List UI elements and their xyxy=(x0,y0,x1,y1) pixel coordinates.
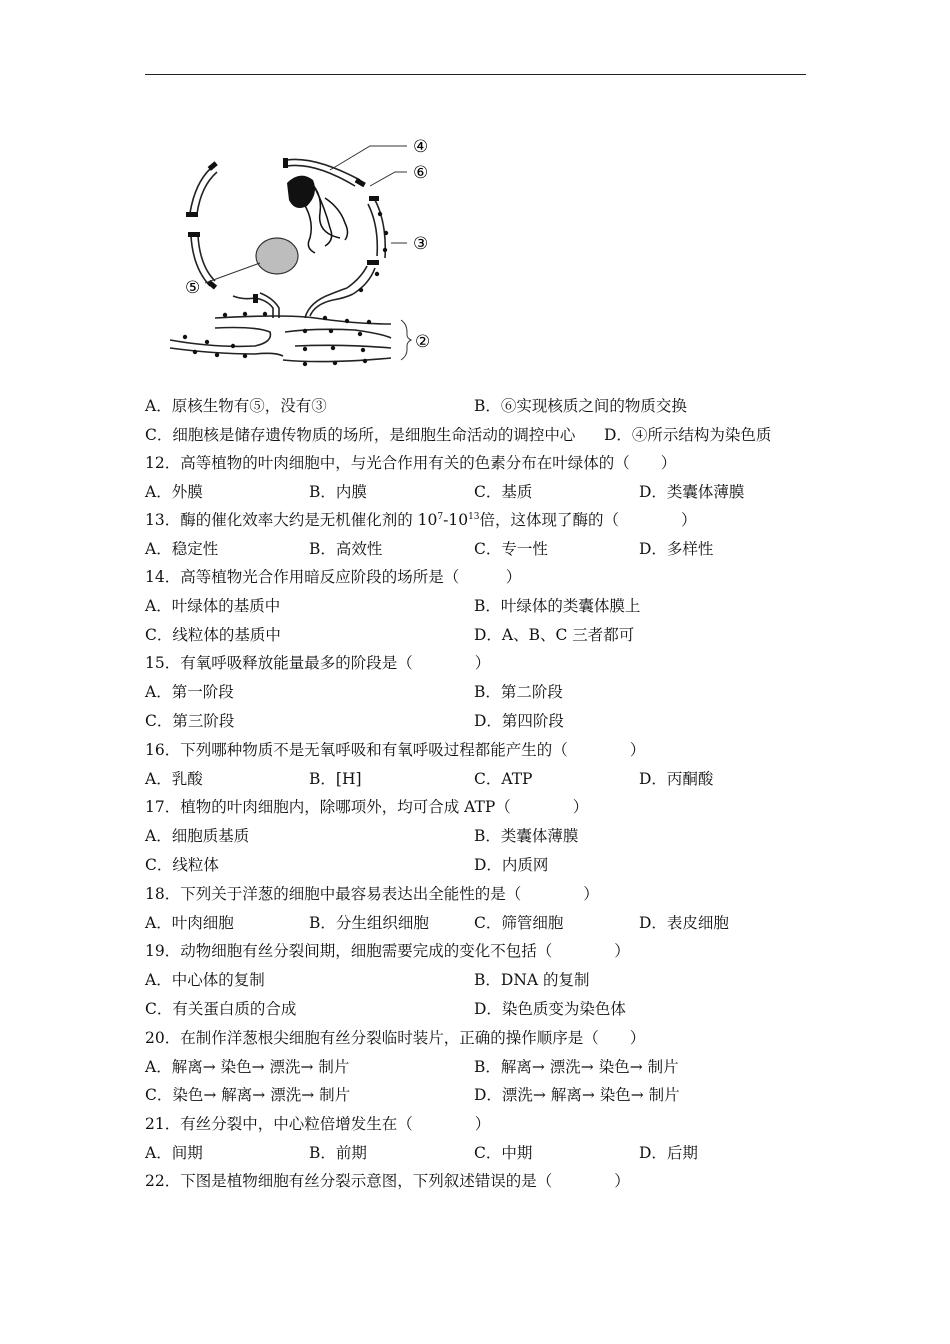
q13-option-b: B．高效性 xyxy=(309,540,383,558)
q16-option-b: B．[H] xyxy=(309,770,362,788)
q16-stem: 16．下列哪种物质不是无氧呼吸和有氧呼吸过程都能产生的（ ） xyxy=(145,741,646,759)
q21-option-a: A．间期 xyxy=(145,1144,203,1162)
q14-option-d: D．A、B、C 三者都可 xyxy=(474,626,635,644)
q15-option-a: A．第一阶段 xyxy=(145,683,234,701)
q21-option-d: D．后期 xyxy=(639,1144,698,1162)
q20-option-c: C．染色→ 解离→ 漂洗→ 制片 xyxy=(145,1086,351,1104)
q13-option-c: C．专一性 xyxy=(474,540,548,558)
q16-option-a: A．乳酸 xyxy=(145,770,203,788)
label-3: ③ xyxy=(413,234,429,254)
q12-option-a: A．外膜 xyxy=(145,483,203,501)
q14-option-a: A．叶绿体的基质中 xyxy=(145,597,281,615)
q21-option-b: B．前期 xyxy=(309,1144,367,1162)
header-rule xyxy=(145,74,806,75)
q19-option-c: C．有关蛋白质的合成 xyxy=(145,1000,297,1018)
q19-option-b: B．DNA 的复制 xyxy=(474,971,590,989)
q15-option-d: D．第四阶段 xyxy=(474,712,564,730)
q21-stem: 21．有丝分裂中，中心粒倍增发生在（ ） xyxy=(145,1115,491,1133)
q20-option-d: D．漂洗→ 解离→ 染色→ 制片 xyxy=(474,1086,680,1104)
q14-option-b: B．叶绿体的类囊体膜上 xyxy=(474,597,641,615)
q15-option-c: C．第三阶段 xyxy=(145,712,235,730)
q15-option-b: B．第二阶段 xyxy=(474,683,563,701)
q19-option-d: D．染色质变为染色体 xyxy=(474,1000,626,1018)
label-4: ④ xyxy=(413,137,429,157)
q12-stem: 12．高等植物的叶肉细胞中，与光合作用有关的色素分布在叶绿体的（ ） xyxy=(145,454,677,472)
q21-option-c: C．中期 xyxy=(474,1144,533,1162)
q11-option-c: C．细胞核是储存遗传物质的场所，是细胞生命活动的调控中心 xyxy=(145,426,576,444)
q14-option-c: C．线粒体的基质中 xyxy=(145,626,281,644)
q20-option-a: A．解离→ 染色→ 漂洗→ 制片 xyxy=(145,1058,350,1076)
q20-option-b: B．解离→ 漂洗→ 染色→ 制片 xyxy=(474,1058,679,1076)
q20-stem: 20．在制作洋葱根尖细胞有丝分裂临时装片，正确的操作顺序是（ ） xyxy=(145,1029,646,1047)
q11-option-d: D．④所示结构为染色质 xyxy=(604,426,772,444)
q13-stem: 13．酶的催化效率大约是无机催化剂的 $10^7-10^{13}$倍，这体现了酶的（ ） xyxy=(145,511,697,529)
q13-option-a: A．稳定性 xyxy=(145,540,219,558)
q18-option-a: A．叶肉细胞 xyxy=(145,914,234,932)
q11-option-a: A．原核生物有⑤，没有③ xyxy=(145,397,327,415)
q15-stem: 15．有氧呼吸释放能量最多的阶段是（ ） xyxy=(145,654,491,672)
q17-option-b: B．类囊体薄膜 xyxy=(474,827,579,845)
q17-stem: 17．植物的叶肉细胞内，除哪项外，均可合成 ATP（ ） xyxy=(145,798,589,816)
q18-option-d: D．表皮细胞 xyxy=(639,914,729,932)
q12-option-d: D．类囊体薄膜 xyxy=(639,483,745,501)
label-2: ② xyxy=(415,332,431,352)
q18-stem: 18．下列关于洋葱的细胞中最容易表达出全能性的是（ ） xyxy=(145,885,599,903)
q16-option-d: D．丙酮酸 xyxy=(639,770,714,788)
q12-option-c: C．基质 xyxy=(474,483,533,501)
q14-stem: 14．高等植物光合作用暗反应阶段的场所是（ ） xyxy=(145,568,522,586)
q17-option-a: A．细胞质基质 xyxy=(145,827,250,845)
q11-option-b: B．⑥实现核质之间的物质交换 xyxy=(474,397,687,415)
q18-option-c: C．筛管细胞 xyxy=(474,914,564,932)
q19-option-a: A．中心体的复制 xyxy=(145,971,265,989)
q17-option-c: C．线粒体 xyxy=(145,856,219,874)
q16-option-c: C．ATP xyxy=(474,770,533,788)
q22-stem: 22．下图是植物细胞有丝分裂示意图，下列叙述错误的是（ ） xyxy=(145,1172,630,1190)
q12-option-b: B．内膜 xyxy=(309,483,367,501)
q13-option-d: D．多样性 xyxy=(639,540,714,558)
nucleus-diagram xyxy=(155,128,445,373)
q19-stem: 19．动物细胞有丝分裂间期，细胞需要完成的变化不包括（ ） xyxy=(145,942,630,960)
q18-option-b: B．分生组织细胞 xyxy=(309,914,429,932)
label-6: ⑥ xyxy=(413,163,429,183)
label-5: ⑤ xyxy=(185,278,201,298)
q17-option-d: D．内质网 xyxy=(474,856,549,874)
